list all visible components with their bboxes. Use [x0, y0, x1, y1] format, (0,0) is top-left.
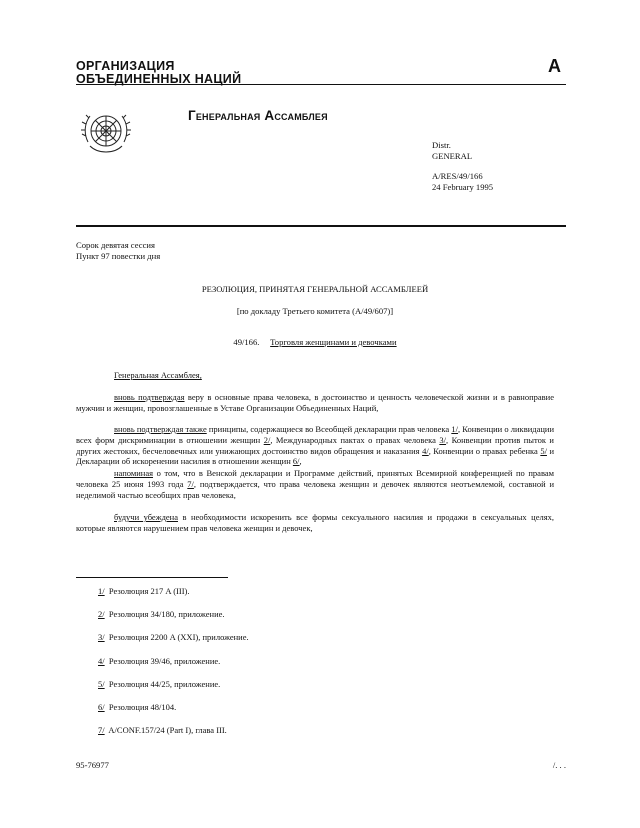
preamble-paragraph-4	[76, 512, 554, 534]
document-letter: A	[548, 56, 561, 76]
document-symbol: A/RES/49/166	[432, 171, 483, 181]
footnote-text: Резолюция 217 A (III).	[108, 586, 190, 596]
footnote-7	[98, 725, 227, 735]
session-info	[76, 240, 160, 261]
org-line-2: ОБЪЕДИНЕННЫХ НАЦИЙ	[76, 72, 242, 86]
symbol-block	[432, 171, 493, 192]
footnote-ref-4[interactable]: 4/	[422, 445, 429, 456]
resolution-number: 49/166.	[233, 337, 260, 347]
footnote-3	[98, 632, 249, 642]
organization-name	[76, 60, 241, 86]
p3-text-a: о том, что в Венской декларации и Программе действий, принятых Всемирной конференцией по правам человека 25 июня 1993 года	[76, 468, 554, 489]
footnote-text: Резолюция 48/104.	[108, 702, 177, 712]
footnote-ref-3[interactable]: 3/	[439, 434, 446, 445]
header-rule	[76, 84, 566, 85]
preamble-paragraph-3	[76, 468, 554, 500]
p2-text-c: , Международных пактах о правах человека	[270, 434, 440, 445]
distr-value: GENERAL	[432, 150, 473, 161]
footnote-text: Резолюция 44/25, приложение.	[108, 679, 221, 689]
p2-text-a: принципы, содержащиеся во Всеобщей декларации прав человека	[206, 424, 452, 434]
resolution-title: Торговля женщинами и девочками	[270, 337, 397, 347]
p4-text: в необходимости искоренить все формы сексуального насилия и продажи в сексуальных целях, которые являются нарушением прав человека женщин и девочек,	[76, 512, 554, 533]
p2-text-b: , Конвенции о ликвидации всех форм дискриминации в отношении женщин	[76, 424, 554, 445]
footnote-number: 5/	[98, 679, 105, 689]
footnote-5	[98, 679, 220, 689]
footnote-number: 6/	[98, 702, 105, 712]
footnote-number: 2/	[98, 609, 105, 619]
p2-text-g: ,	[299, 456, 302, 467]
assembly-title: Генеральная Ассамблея	[188, 108, 328, 123]
p2-text-d: , Конвенции против пыток и других жестоких, бесчеловечных или унижающих достоинство видов обращения и наказания	[76, 434, 554, 456]
session-line: Сорок девятая сессия	[76, 240, 155, 250]
preamble-paragraph-2	[76, 424, 554, 467]
p1-text: веру в основные права человека, в достоинство и ценность человеческой жизни и в равноправие мужчин и женщин, провозглашенные в Уставе Организации Объединенных Наций,	[76, 392, 554, 413]
assembly-name: Генеральная Ассамблея,	[114, 370, 202, 380]
p2-lead: вновь подтверждая также	[114, 424, 207, 434]
resolution-heading: РЕЗОЛЮЦИЯ, ПРИНЯТАЯ ГЕНЕРАЛЬНОЙ АССАМБЛЕЕЙ	[201, 284, 429, 294]
agenda-item-line: Пункт 97 повестки дня	[76, 250, 161, 261]
resolution-title-line	[76, 337, 554, 347]
footnote-1	[98, 586, 189, 596]
footnote-number: 7/	[98, 725, 105, 735]
continued-marker: /. . .	[552, 760, 566, 770]
p2-text-f: и Декларации об искоренении насилия в отношении женщин	[76, 445, 554, 467]
footnote-number: 4/	[98, 656, 105, 666]
header-thick-rule	[76, 225, 566, 227]
p3-lead: напоминая	[114, 468, 154, 478]
footnote-text: A/CONF.157/24 (Part I), глава III.	[108, 725, 227, 735]
footnote-2	[98, 609, 225, 619]
p1-lead: вновь подтверждая	[114, 392, 185, 402]
document-code: 95-76977	[76, 760, 109, 770]
footnote-text: Резолюция 34/180, приложение.	[108, 609, 225, 619]
footnote-text: Резолюция 39/46, приложение.	[108, 656, 221, 666]
document-date: 24 February 1995	[432, 181, 494, 192]
un-emblem-icon	[80, 106, 132, 158]
footnote-4	[98, 656, 220, 666]
footnote-6	[98, 702, 176, 712]
distr-label: Distr.	[432, 140, 451, 150]
assembly-opening	[76, 370, 554, 381]
p2-text-e: , Конвенции о правах ребенка	[428, 445, 541, 456]
footnote-number: 3/	[98, 632, 105, 642]
footnote-ref-5[interactable]: 5/	[540, 445, 547, 456]
org-line-1: ОРГАНИЗАЦИЯ	[76, 59, 175, 73]
footnote-ref-7[interactable]: 7/	[187, 478, 194, 489]
footnote-ref-6[interactable]: 6/	[292, 456, 300, 467]
p3-text-b: , подтверждается, что права человека женщин и девочек являются неотъемлемой, составной и неделимой частью всеобщих прав человека,	[76, 478, 554, 500]
footnote-number: 1/	[98, 586, 105, 596]
footnote-ref-1[interactable]: 1/	[451, 424, 458, 434]
footnote-ref-2[interactable]: 2/	[263, 434, 271, 445]
preamble-paragraph-1	[76, 392, 554, 414]
report-reference: [по докладу Третьего комитета (A/49/607)]	[236, 306, 394, 316]
footnote-text: Резолюция 2200 A (XXI), приложение.	[108, 632, 249, 642]
p4-lead: будучи убеждена	[114, 512, 178, 522]
distribution-block	[432, 140, 472, 161]
footnote-rule	[76, 577, 228, 578]
